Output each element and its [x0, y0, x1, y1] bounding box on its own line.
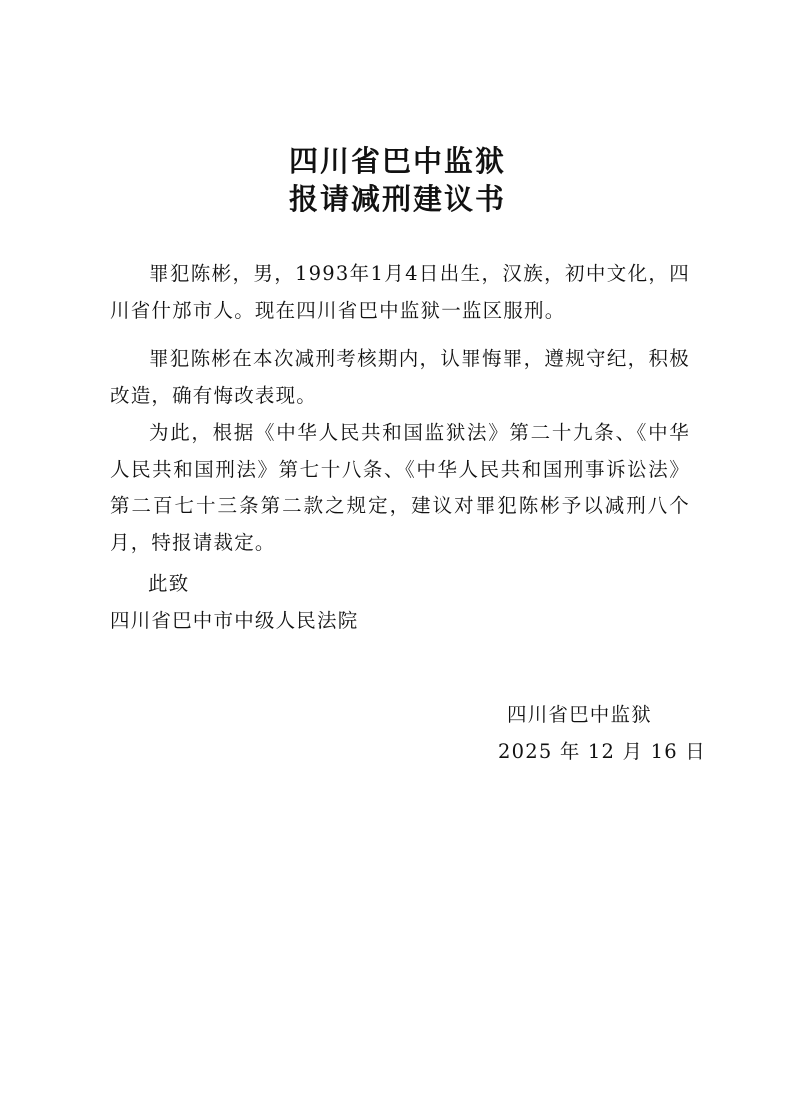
greeting: 此致 — [148, 572, 190, 595]
signature-date: 2025 年 12 月 16 日 — [498, 740, 706, 763]
addressee: 四川省巴中市中级人民法院 — [110, 609, 359, 632]
paragraph-performance: 罪犯陈彬在本次减刑考核期内，认罪悔罪，遵规守纪，积极改造，确有悔改表现。 — [110, 347, 690, 407]
document-title-line2: 报请减刑建议书 — [288, 182, 506, 216]
document-title-line1: 四川省巴中监狱 — [288, 144, 506, 178]
signature-organization: 四川省巴中监狱 — [507, 703, 652, 726]
paragraph-inmate-info: 罪犯陈彬，男，1993年1月4日出生，汉族，初中文化，四川省什邡市人。现在四川省巴中监狱一监区服刑。 — [110, 262, 690, 322]
paragraph-recommendation: 为此，根据《中华人民共和国监狱法》第二十九条、《中华人民共和国刑法》第七十八条、《中华人民共和国刑事诉讼法》第二百七十三条第二款之规定，建议对罪犯陈彬予以减刑八个月，特报请裁定。 — [110, 421, 690, 554]
